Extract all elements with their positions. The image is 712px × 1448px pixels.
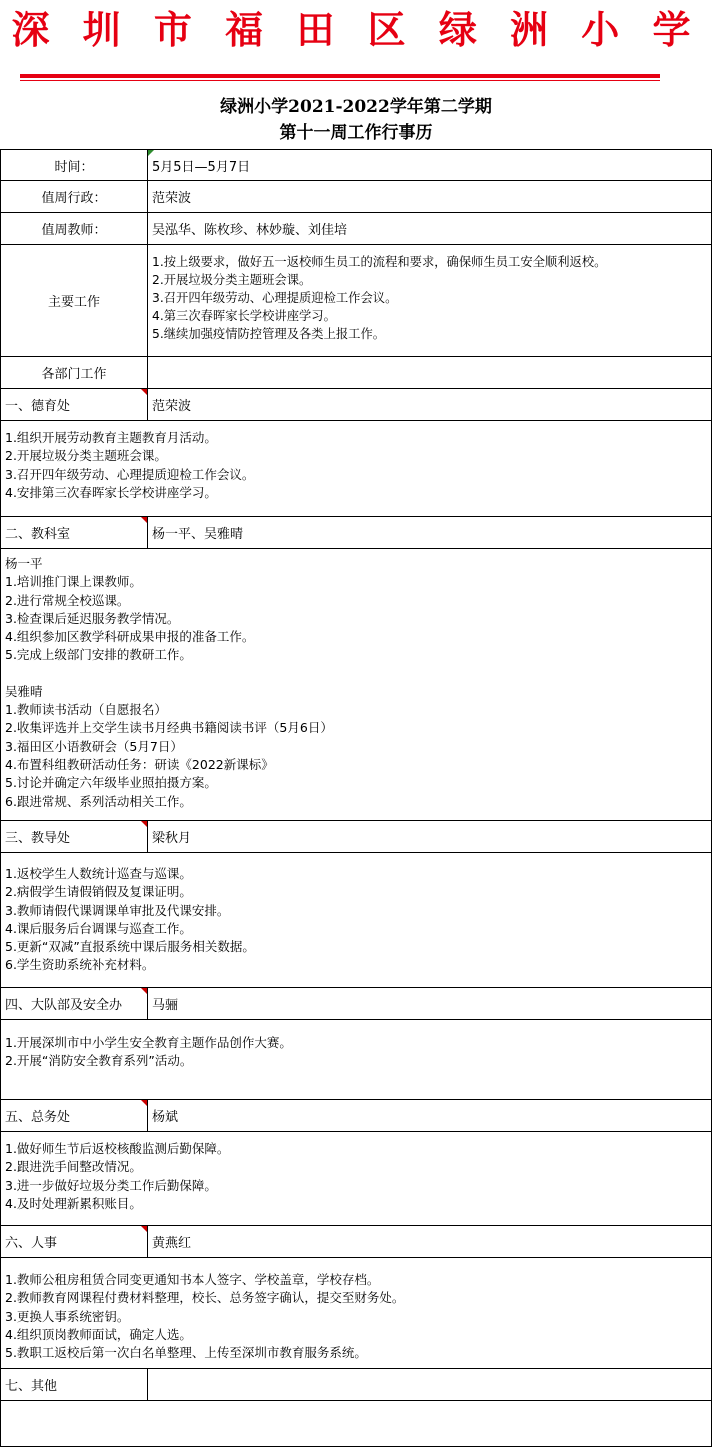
- list-item: 2.进行常规全校巡课。: [5, 592, 130, 608]
- row-deyu-content: [0, 421, 712, 517]
- schedule-table: [0, 149, 712, 1447]
- dept-name-renshi: 六、人事: [0, 1226, 148, 1257]
- dept-name-anquan: 四、大队部及安全办: [0, 988, 148, 1019]
- jiaodao-content-cell[interactable]: [0, 853, 712, 987]
- jiaoke-content-cell[interactable]: [0, 549, 712, 820]
- dept-person-deyu[interactable]: 范荣波: [148, 389, 712, 420]
- row-renshi-content: [0, 1258, 712, 1369]
- dept-name-zongwu: 五、总务处: [0, 1100, 148, 1131]
- list-item: 1.教师公租房租赁合同变更通知书本人签字、学校盖章，学校存档。: [5, 1272, 380, 1287]
- title-line-2: 第十一周工作行事历: [279, 123, 433, 143]
- row-zongwu-header: [0, 1100, 712, 1132]
- row-qita-header: [0, 1369, 712, 1401]
- main-work-label: 主要工作: [0, 245, 148, 356]
- row-jiaoke-content: [0, 549, 712, 821]
- dept-person-qita[interactable]: [148, 1369, 712, 1400]
- list-item: 4.组织顶岗教师面试，确定人选。: [5, 1326, 192, 1342]
- dept-person-jiaodao[interactable]: 梁秋月: [148, 821, 712, 852]
- teacher-value[interactable]: 吴泓华、陈枚珍、林妙璇、刘佳培: [148, 213, 712, 244]
- main-work-cell[interactable]: [148, 245, 712, 356]
- list-item: 1.教师读书活动（自愿报名）: [5, 702, 167, 718]
- qita-content-cell[interactable]: [0, 1401, 712, 1446]
- teacher-label: 值周教师：: [0, 213, 148, 244]
- deyu-content-cell[interactable]: [0, 421, 712, 516]
- list-item: 4.布置科组教研活动任务：研读《2022新课标》: [5, 756, 274, 772]
- list-item: 1.培训推门课上课教师。: [5, 574, 142, 590]
- list-item: 4.组织参加区教学科研成果申报的准备工作。: [5, 629, 255, 645]
- dept-person-anquan[interactable]: 马骊: [148, 988, 712, 1019]
- list-item: 2.病假学生请假销假及复课证明。: [5, 884, 192, 900]
- main-work-item: 4.第三次春晖家长学校讲座学习。: [152, 309, 336, 323]
- row-jiaodao-content: [0, 853, 712, 988]
- row-deyu-header: [0, 389, 712, 421]
- row-renshi-header: [0, 1226, 712, 1258]
- spacer: [5, 665, 707, 683]
- list-item: 2.教师教育网课程付费材料整理，校长、总务签字确认，提交至财务处。: [5, 1290, 405, 1306]
- admin-value[interactable]: 范荣波: [148, 181, 712, 212]
- dept-value[interactable]: [148, 357, 712, 388]
- row-anquan-content: [0, 1020, 712, 1100]
- dept-name-jiaoke: 二、教科室: [0, 517, 148, 548]
- list-item: 3.福田区小语教研会（5月7日）: [5, 738, 183, 754]
- title-line-1: 绿洲小学2021-2022学年第二学期: [220, 97, 492, 117]
- dept-person-jiaoke[interactable]: 杨一平、吴雅晴: [148, 517, 712, 548]
- list-item: 3.更换人事系统密钥。: [5, 1308, 130, 1324]
- row-main-work: [0, 245, 712, 357]
- row-time: [0, 149, 712, 181]
- list-item: 3.教师请假代课调课单审批及代课安排。: [5, 902, 230, 918]
- list-item: 6.学生资助系统补充材料。: [5, 957, 155, 973]
- list-item: 5.讨论并确定六年级毕业照拍摄方案。: [5, 775, 217, 791]
- dept-name-qita: 七、其他: [0, 1369, 148, 1400]
- school-name: 深 圳 市 福 田 区 绿 洲 小 学: [11, 7, 701, 52]
- dept-name-deyu: 一、德育处: [0, 389, 148, 420]
- row-teachers: [0, 213, 712, 245]
- list-item: 1.做好师生节后返校核酸监测后勤保障。: [5, 1141, 230, 1156]
- row-dept-header: [0, 357, 712, 389]
- time-label: 时间：: [0, 150, 148, 180]
- list-item: 4.课后服务后台调课与巡查工作。: [5, 920, 192, 936]
- header-red-rule-thin: [20, 80, 660, 81]
- zongwu-content-cell[interactable]: [0, 1132, 712, 1225]
- row-jiaodao-header: [0, 821, 712, 853]
- list-item: 2.开展“消防安全教育系列”活动。: [5, 1053, 193, 1069]
- list-item: 5.教职工返校后第一次白名单整理、上传至深圳市教育服务系统。: [5, 1345, 367, 1361]
- dept-name-jiaodao: 三、教导处: [0, 821, 148, 852]
- dept-person-zongwu[interactable]: 杨斌: [148, 1100, 712, 1131]
- list-item: 6.跟进常规、系列活动相关工作。: [5, 793, 192, 809]
- list-item: 3.进一步做好垃圾分类工作后勤保障。: [5, 1177, 217, 1193]
- header-red-rule: [20, 74, 660, 78]
- list-item: 2.收集评选并上交学生读书月经典书籍阅读书评（5月6日）: [5, 720, 333, 736]
- list-item: 1.开展深圳市中小学生安全教育主题作品创作大赛。: [5, 1035, 292, 1050]
- main-work-list: [152, 245, 606, 343]
- person-name: 杨一平: [5, 556, 43, 571]
- list-item: 4.安排第三次春晖家长学校讲座学习。: [5, 484, 217, 500]
- list-item: 5.完成上级部门安排的教研工作。: [5, 647, 192, 663]
- dept-person-renshi[interactable]: 黄燕红: [148, 1226, 712, 1257]
- admin-label: 值周行政：: [0, 181, 148, 212]
- list-item: 3.召开四年级劳动、心理提质迎检工作会议。: [5, 466, 255, 482]
- list-item: 4.及时处理新累积账目。: [5, 1195, 142, 1211]
- main-work-item: 5.继续加强疫情防控管理及各类上报工作。: [152, 327, 386, 341]
- main-work-item: 2.开展垃圾分类主题班会课。: [152, 273, 312, 287]
- document-title: [0, 94, 712, 146]
- anquan-content-cell[interactable]: [0, 1020, 712, 1099]
- row-qita-content: [0, 1401, 712, 1447]
- main-work-item: 1.按上级要求，做好五一返校师生员工的流程和要求，确保师生员工安全顺利返校。: [152, 255, 607, 269]
- row-zongwu-content: [0, 1132, 712, 1226]
- row-jiaoke-header: [0, 517, 712, 549]
- row-admin: [0, 181, 712, 213]
- list-item: 2.开展垃圾分类主题班会课。: [5, 448, 167, 464]
- person-name: 吴雅晴: [5, 683, 43, 699]
- list-item: 1.组织开展劳动教育主题教育月活动。: [5, 430, 217, 445]
- renshi-content-cell[interactable]: [0, 1258, 712, 1368]
- list-item: 2.跟进洗手间整改情况。: [5, 1159, 142, 1175]
- time-value[interactable]: 5月5日—5月7日: [148, 150, 712, 180]
- list-item: 1.返校学生人数统计巡查与巡课。: [5, 866, 192, 881]
- list-item: 3.检查课后延迟服务教学情况。: [5, 610, 180, 626]
- list-item: 5.更新“双减”直报系统中课后服务相关数据。: [5, 939, 255, 955]
- row-anquan-header: [0, 988, 712, 1020]
- dept-label: 各部门工作: [0, 357, 148, 388]
- main-work-item: 3.召开四年级劳动、心理提质迎检工作会议。: [152, 291, 398, 305]
